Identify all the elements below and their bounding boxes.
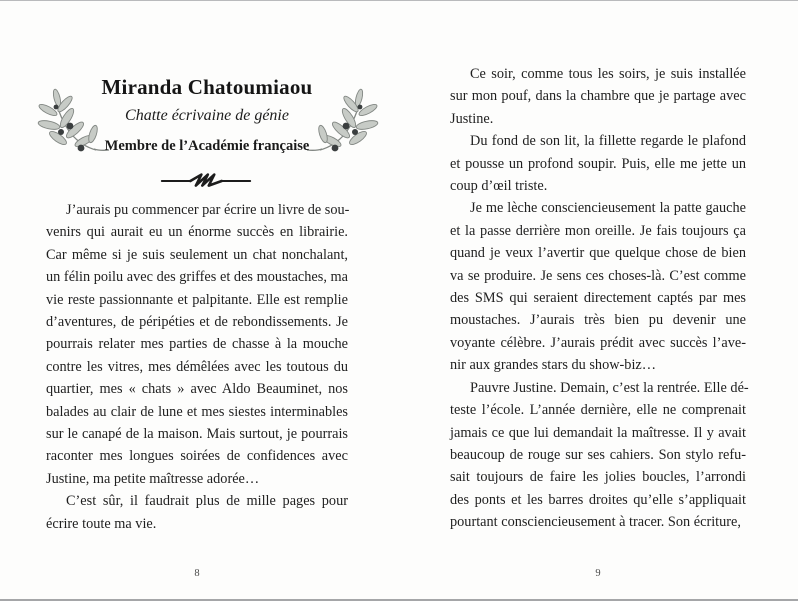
text-line: Du fond de son lit, la fillette regarde le plafond	[470, 133, 746, 150]
text-line: sur mon pouf, dans la chambre que je partage avec	[450, 88, 746, 105]
text-line: Justine.	[450, 110, 494, 127]
text-line: Justine, ma petite maîtresse adorée…	[46, 470, 260, 487]
author-name: Miranda Chatoumiaou	[101, 75, 313, 99]
paragraph	[46, 199, 348, 490]
text-line: des SMS qui seraient directement captés par mes	[450, 290, 746, 307]
text-line: Pauvre Justine. Demain, c’est la rentrée. Elle dé-	[470, 379, 749, 396]
text-line: Car même si je suis seulement un chat nonchalant,	[46, 246, 348, 263]
text-line: Je me lèche consciencieusement la patte gauche	[470, 200, 746, 217]
text-line: raconter mes longues soirées de confidences avec	[46, 448, 348, 465]
text-line: moustaches. J’aurais très bien pu devenir une	[450, 312, 746, 329]
text-line: des ponts et les barres droites qu’elle s’appliquait	[450, 491, 746, 508]
squiggle-divider-icon	[160, 169, 252, 193]
text-line: sait toujours de faire les jolies boucles, l’arrondi	[450, 469, 746, 486]
text-line: voyante célèbre. J’aurais prédit avec succès l’ave-	[450, 334, 746, 351]
text-line: vie reste passionnante et palpitante. Elle est remplie	[46, 291, 348, 308]
text-line: contre les vitres, mes démêlées avec les toutous du	[46, 358, 348, 375]
text-line: écrire toute ma vie.	[46, 515, 157, 532]
author-subtitle: Chatte écrivaine de génie	[125, 107, 289, 124]
paragraph	[450, 197, 746, 376]
text-line: coup d’œil triste.	[450, 178, 548, 195]
text-line: pourrais relater mes parties de chasse à la mouche	[46, 336, 348, 353]
text-line: C’est sûr, il faudrait plus de mille pages pour	[66, 493, 348, 510]
text-line: quartier, mes « chats » avec Aldo Beauminet, nos	[46, 381, 348, 398]
text-line: jamais ce que lui demandait la maîtresse. Il y avait	[450, 424, 746, 441]
text-line: et pousse un profond soupir. Puis, elle me jette un	[450, 155, 746, 172]
author-membership: Membre de l’Académie française	[104, 138, 310, 154]
page-number-right: 9	[595, 568, 601, 579]
paragraph	[450, 377, 749, 534]
text-line: un félin poilu avec des griffes et des moustaches, ma	[46, 269, 348, 286]
text-line: va se produire. Je sens ces choses-là. C’est comme	[450, 267, 746, 284]
text-line: balades au clair de lune et mes siestes interminables	[46, 403, 348, 420]
text-line: J’aurais pu commencer par écrire un livre de sou-	[66, 202, 350, 218]
right-page-text	[450, 63, 749, 534]
text-line: pourtant consciencieusement à tracer. Son écriture,	[450, 514, 741, 531]
left-page-text	[46, 199, 348, 535]
text-line: quand je veux l’avertir que quelque chose de bien	[450, 245, 746, 262]
page-number-left: 8	[194, 568, 200, 579]
text-line: nir aux grandes stars du show-biz…	[450, 357, 657, 374]
text-line: venirs qui aurait eu un énorme succès en librairie.	[46, 224, 348, 241]
paragraph	[46, 490, 348, 535]
text-line: d’aventures, de péripéties et de rebondissements. Je	[46, 314, 348, 331]
text-line: Ce soir, comme tous les soirs, je suis installée	[470, 66, 746, 82]
text-line: teste l’école. L’année dernière, elle ne comprenait	[450, 402, 746, 419]
page-right	[450, 1, 749, 599]
text-line: et la passe derrière mon oreille. Je fais toujours ça	[450, 222, 746, 239]
text-line: sur le canapé de la maison. Mais surtout, je pourrais	[46, 426, 348, 443]
text-line: beaucoup de rouge sur ses cahiers. Son stylo refu-	[450, 446, 746, 463]
page-left	[46, 1, 348, 599]
paragraph	[450, 130, 746, 197]
paragraph	[450, 63, 746, 130]
